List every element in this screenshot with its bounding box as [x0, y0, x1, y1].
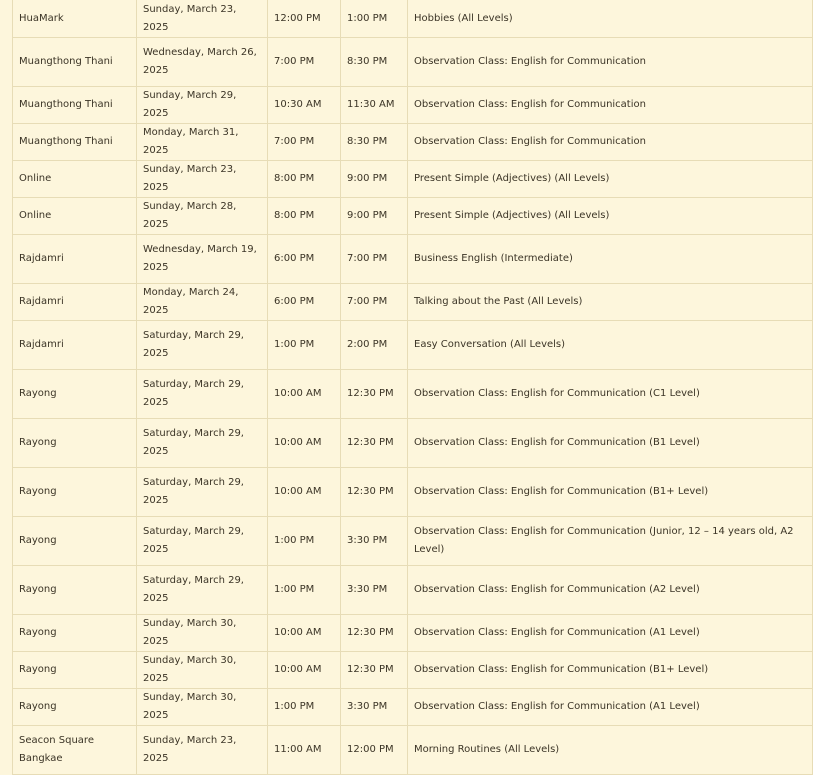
start-time-cell: 7:00 PM — [268, 38, 341, 87]
table-row — [13, 284, 813, 321]
class-title-cell: Observation Class: English for Communication — [408, 38, 813, 87]
class-title-cell: Observation Class: English for Communication (Junior, 12 – 14 years old, A2 Level) — [408, 517, 813, 566]
start-time-cell: 10:00 AM — [268, 468, 341, 517]
date-cell: Sunday, March 28, 2025 — [137, 198, 268, 235]
start-time-cell: 1:00 PM — [268, 517, 341, 566]
date-cell: Monday, March 24, 2025 — [137, 284, 268, 321]
start-time-cell: 1:00 PM — [268, 566, 341, 615]
start-time-cell: 10:00 AM — [268, 652, 341, 689]
date-cell: Sunday, March 23, 2025 — [137, 726, 268, 775]
date-cell: Saturday, March 29, 2025 — [137, 321, 268, 370]
date-cell: Sunday, March 30, 2025 — [137, 652, 268, 689]
table-row — [13, 517, 813, 566]
end-time-cell: 3:30 PM — [341, 517, 408, 566]
location-cell: Muangthong Thani — [13, 124, 137, 161]
class-title-cell: Observation Class: English for Communication — [408, 124, 813, 161]
table-row — [13, 689, 813, 726]
date-cell: Saturday, March 29, 2025 — [137, 370, 268, 419]
start-time-cell: 11:00 AM — [268, 726, 341, 775]
class-title-cell: Present Simple (Adjectives) (All Levels) — [408, 198, 813, 235]
end-time-cell: 11:30 AM — [341, 87, 408, 124]
class-title-cell: Observation Class: English for Communication (B1 Level) — [408, 419, 813, 468]
date-cell: Sunday, March 29, 2025 — [137, 87, 268, 124]
start-time-cell: 1:00 PM — [268, 321, 341, 370]
class-title-cell: Observation Class: English for Communication — [408, 87, 813, 124]
table-row — [13, 726, 813, 775]
class-title-cell: Observation Class: English for Communication (A1 Level) — [408, 689, 813, 726]
date-cell: Sunday, March 30, 2025 — [137, 689, 268, 726]
start-time-cell: 6:00 PM — [268, 235, 341, 284]
end-time-cell: 2:00 PM — [341, 321, 408, 370]
end-time-cell: 7:00 PM — [341, 235, 408, 284]
date-cell: Sunday, March 23, 2025 — [137, 161, 268, 198]
location-cell: Rayong — [13, 468, 137, 517]
location-cell: Rayong — [13, 689, 137, 726]
start-time-cell: 8:00 PM — [268, 198, 341, 235]
location-cell: Online — [13, 198, 137, 235]
location-cell: Rayong — [13, 615, 137, 652]
location-cell: Rajdamri — [13, 321, 137, 370]
start-time-cell: 8:00 PM — [268, 161, 341, 198]
table-row — [13, 615, 813, 652]
date-cell: Saturday, March 29, 2025 — [137, 468, 268, 517]
start-time-cell: 1:00 PM — [268, 689, 341, 726]
end-time-cell: 9:00 PM — [341, 198, 408, 235]
table-row — [13, 566, 813, 615]
table-row — [13, 235, 813, 284]
start-time-cell: 10:00 AM — [268, 419, 341, 468]
end-time-cell: 12:00 PM — [341, 726, 408, 775]
class-title-cell: Present Simple (Adjectives) (All Levels) — [408, 161, 813, 198]
table-row — [13, 0, 813, 38]
end-time-cell: 8:30 PM — [341, 124, 408, 161]
location-cell: HuaMark — [13, 0, 137, 38]
start-time-cell: 12:00 PM — [268, 0, 341, 38]
class-schedule-table — [12, 0, 813, 775]
location-cell: Rajdamri — [13, 284, 137, 321]
table-row — [13, 419, 813, 468]
table-row — [13, 321, 813, 370]
date-cell: Saturday, March 29, 2025 — [137, 566, 268, 615]
location-cell: Rayong — [13, 517, 137, 566]
start-time-cell: 10:00 AM — [268, 615, 341, 652]
location-cell: Rayong — [13, 652, 137, 689]
start-time-cell: 6:00 PM — [268, 284, 341, 321]
class-title-cell: Talking about the Past (All Levels) — [408, 284, 813, 321]
table-row — [13, 124, 813, 161]
class-title-cell: Easy Conversation (All Levels) — [408, 321, 813, 370]
end-time-cell: 12:30 PM — [341, 652, 408, 689]
table-row — [13, 652, 813, 689]
class-title-cell: Hobbies (All Levels) — [408, 0, 813, 38]
class-title-cell: Observation Class: English for Communication (B1+ Level) — [408, 652, 813, 689]
location-cell: Seacon Square Bangkae — [13, 726, 137, 775]
end-time-cell: 8:30 PM — [341, 38, 408, 87]
location-cell: Muangthong Thani — [13, 38, 137, 87]
table-row — [13, 161, 813, 198]
date-cell: Sunday, March 23, 2025 — [137, 0, 268, 38]
end-time-cell: 12:30 PM — [341, 468, 408, 517]
class-title-cell: Business English (Intermediate) — [408, 235, 813, 284]
class-title-cell: Morning Routines (All Levels) — [408, 726, 813, 775]
end-time-cell: 12:30 PM — [341, 419, 408, 468]
start-time-cell: 10:00 AM — [268, 370, 341, 419]
date-cell: Saturday, March 29, 2025 — [137, 419, 268, 468]
class-title-cell: Observation Class: English for Communication (C1 Level) — [408, 370, 813, 419]
location-cell: Rajdamri — [13, 235, 137, 284]
date-cell: Saturday, March 29, 2025 — [137, 517, 268, 566]
end-time-cell: 9:00 PM — [341, 161, 408, 198]
start-time-cell: 7:00 PM — [268, 124, 341, 161]
date-cell: Wednesday, March 26, 2025 — [137, 38, 268, 87]
end-time-cell: 12:30 PM — [341, 615, 408, 652]
table-row — [13, 468, 813, 517]
start-time-cell: 10:30 AM — [268, 87, 341, 124]
end-time-cell: 1:00 PM — [341, 0, 408, 38]
class-title-cell: Observation Class: English for Communication (A2 Level) — [408, 566, 813, 615]
table-row — [13, 87, 813, 124]
class-title-cell: Observation Class: English for Communication (A1 Level) — [408, 615, 813, 652]
table-row — [13, 370, 813, 419]
class-title-cell: Observation Class: English for Communication (B1+ Level) — [408, 468, 813, 517]
date-cell: Sunday, March 30, 2025 — [137, 615, 268, 652]
table-row — [13, 38, 813, 87]
location-cell: Online — [13, 161, 137, 198]
date-cell: Monday, March 31, 2025 — [137, 124, 268, 161]
end-time-cell: 12:30 PM — [341, 370, 408, 419]
location-cell: Rayong — [13, 566, 137, 615]
end-time-cell: 7:00 PM — [341, 284, 408, 321]
location-cell: Rayong — [13, 419, 137, 468]
end-time-cell: 3:30 PM — [341, 689, 408, 726]
table-row — [13, 198, 813, 235]
location-cell: Rayong — [13, 370, 137, 419]
location-cell: Muangthong Thani — [13, 87, 137, 124]
end-time-cell: 3:30 PM — [341, 566, 408, 615]
date-cell: Wednesday, March 19, 2025 — [137, 235, 268, 284]
